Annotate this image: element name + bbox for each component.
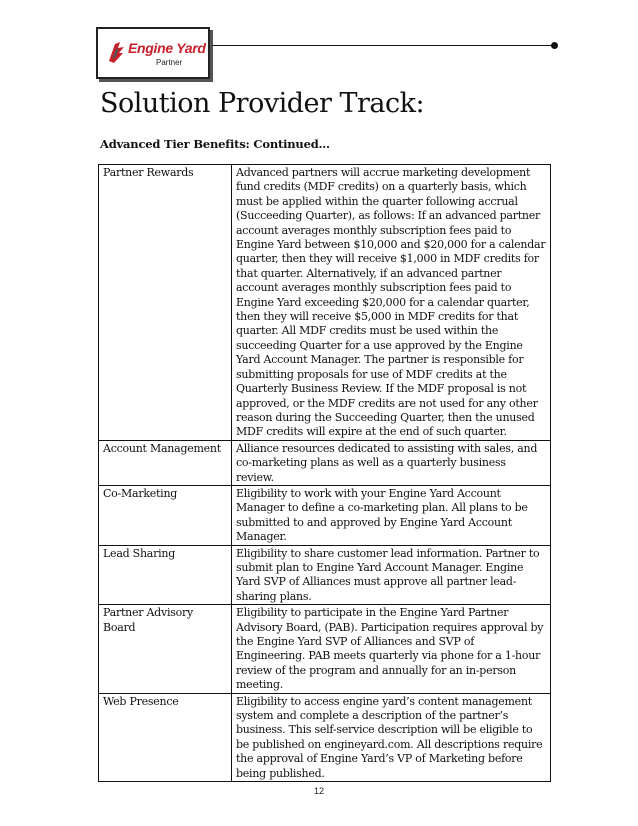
table-row (99, 545, 551, 605)
benefit-name: Web Presence (99, 693, 232, 781)
benefit-name: Partner Advisory Board (99, 605, 232, 693)
engine-yard-logo-icon (106, 39, 128, 65)
table-row (99, 485, 551, 545)
benefit-description: Eligibility to work with your Engine Yard Account Manager to define a co-marketing plan. All plans to be submitted to and approved by Engine Yard Account Manager. (232, 485, 551, 545)
table-row (99, 165, 551, 441)
engine-yard-partner-logo (96, 27, 210, 79)
benefit-name: Account Management (99, 440, 232, 485)
benefit-name: Lead Sharing (99, 545, 232, 605)
benefit-name: Partner Rewards (99, 165, 232, 441)
benefit-description: Eligibility to access engine yard’s content management system and complete a description of the partner’s business. This self-service description will be eligible to be published on engineyard.com. All descriptions require the approval of Engine Yard’s VP of Marketing before being published. (232, 693, 551, 781)
logo-sub-text: Partner (156, 58, 183, 67)
header-rule-dot (551, 42, 558, 49)
page-title: Solution Provider Track: (100, 88, 425, 119)
table-row (99, 605, 551, 693)
benefit-description: Eligibility to participate in the Engine Yard Partner Advisory Board, (PAB). Participation requires approval by the Engine Yard SVP of Alliances and SVP of Engineering. PAB meets quarterly via phone for a 1-hour review of the program and annually for an in-person meeting. (232, 605, 551, 693)
table-row (99, 693, 551, 781)
logo-brand-text: Engine Yard (128, 40, 206, 56)
benefits-table (98, 164, 551, 782)
section-subtitle: Advanced Tier Benefits: Continued… (100, 137, 330, 151)
table-row (99, 440, 551, 485)
benefit-description: Eligibility to share customer lead information. Partner to submit plan to Engine Yard Account Manager. Engine Yard SVP of Alliances must approve all partner lead-sharing plans. (232, 545, 551, 605)
benefit-name: Co-Marketing (99, 485, 232, 545)
page-number: 12 (313, 786, 324, 796)
benefit-description: Alliance resources dedicated to assisting with sales, and co-marketing plans as well as a quarterly business review. (232, 440, 551, 485)
benefit-description: Advanced partners will accrue marketing development fund credits (MDF credits) on a quarterly basis, which must be applied within the quarter following accrual (Succeeding Quarter), as follows: If an advanced partner account averages monthly subscription fees paid to Engine Yard between $10,000 and $20,000 for a calendar quarter, then they will receive $1,000 in MDF credits for that quarter. Alternatively, if an advanced partner account averages monthly subscription fees paid to Engine Yard exceeding $20,000 for a calendar quarter, then they will receive $5,000 in MDF credits for that quarter. All MDF credits must be used within the succeeding Quarter for a use approved by the Engine Yard Account Manager. The partner is responsible for submitting proposals for use of MDF credits at the Quarterly Business Review. If the MDF proposal is not approved, or the MDF credits are not used for any other reason during the Succeeding Quarter, then the unused MDF credits will expire at the end of such quarter. (232, 165, 551, 441)
header-rule (212, 45, 554, 46)
